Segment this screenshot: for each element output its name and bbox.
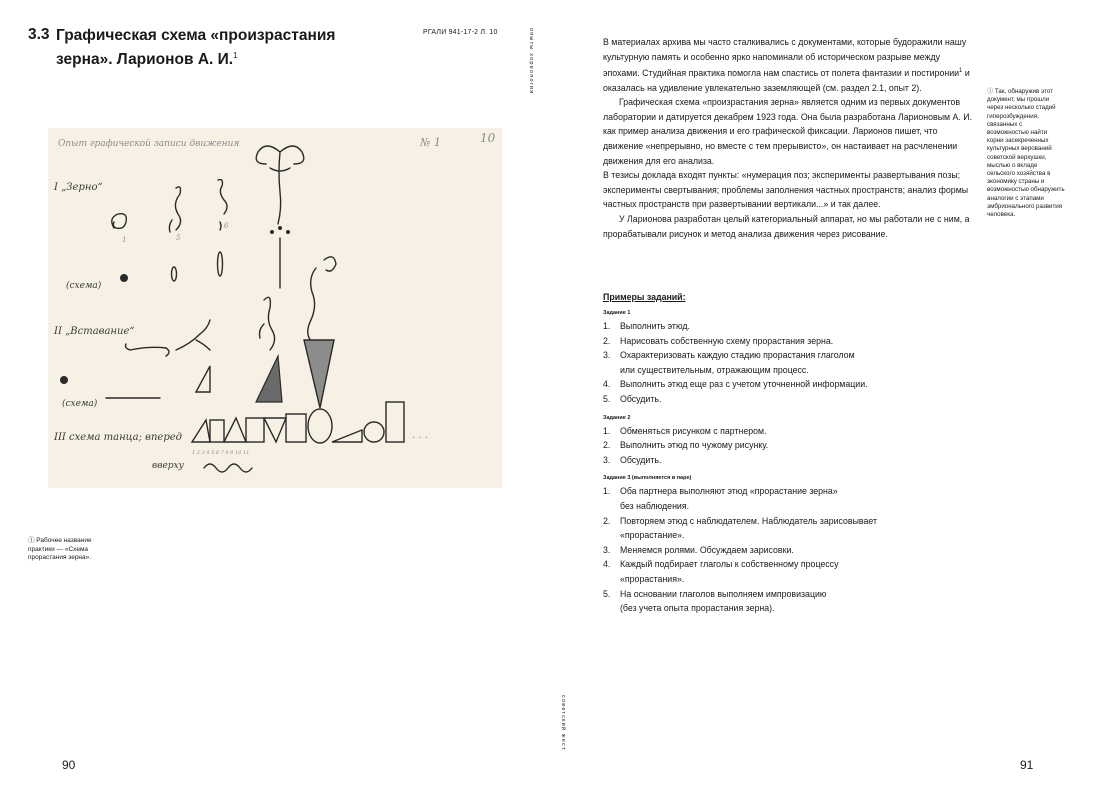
label-grain: I „Зерно“ (54, 182, 103, 193)
label-number-1: 1 (122, 236, 127, 244)
dance-scheme-shapes (192, 402, 428, 472)
paragraph-1 (603, 35, 975, 95)
list-item-text: Обсудить. (620, 454, 662, 465)
section-title-text: Графическая схема «произрастания зерна». Ларионов А. И. (56, 27, 336, 69)
page-number-right: 91 (1020, 758, 1034, 772)
list-item-text: Выполнить этюд. (620, 321, 690, 331)
list-item-text: Каждый подбирает глаголы к собственному процессу «прорастания». (620, 559, 839, 584)
list-item (603, 377, 975, 392)
svg-text:1 2 3 4 5 6 7 8: 1 2 3 4 5 6 7 8 9 10 11 (192, 450, 250, 456)
list-item (603, 334, 975, 349)
list-item (603, 438, 975, 453)
list-item-text: Меняемся ролями. Обсуждаем зарисовки. (620, 544, 794, 555)
archival-drawing (48, 128, 502, 488)
scheme-1-shapes (121, 238, 281, 288)
list-item-text: Оба партнера выполняют этюд «прорастание зерна» без наблюдения. (620, 486, 838, 511)
drawing-sheet-number: № 1 (420, 136, 441, 149)
body-text (603, 35, 975, 241)
list-item-number: 2. (603, 440, 611, 451)
list-item (603, 557, 975, 586)
task-list (603, 292, 975, 616)
list-item (603, 484, 975, 513)
list-item-text: Нарисовать собственную схему прорастания зерна. (620, 335, 834, 346)
list-item-number: 1. (603, 486, 611, 497)
list-item-number: 3. (603, 350, 611, 361)
list-item-number: 4. (603, 559, 611, 570)
list-item-number: 5. (603, 393, 611, 404)
svg-text:. . .: . . . (412, 430, 428, 441)
list-item-text: Выполнить этюд по чужому рисунку. (620, 440, 769, 451)
label-number-5: 5 (176, 234, 181, 242)
label-scheme-1: (схема) (66, 281, 102, 291)
list-item-number: 1. (603, 321, 611, 331)
list-item-text: Обменяться рисунком с партнером. (620, 425, 767, 436)
figure-caption: Ⓘ Рабочее название практики — «Схема прорастания зерна». (28, 537, 92, 561)
list-item-text: Обсудить. (620, 393, 662, 404)
footnote-mark: 1 (959, 68, 963, 75)
label-dance: III схема танца; вперед (54, 432, 182, 443)
paragraph-3: В тезисы доклада входят пункты: «нумерация поз; эксперименты развертывания позы; эксперименты свертывания; проблемы заполнения частных пространств; анализ формы частных пространств при развертывании вертикали...» и так далее. (603, 170, 969, 210)
list-item-text: Повторяем этюд с наблюдателем. Наблюдатель зарисовывает «прорастание». (620, 515, 878, 541)
list-item-text: Охарактеризовать каждую стадию прорастания глаголом или существительным, отражающим процесс. (620, 350, 855, 375)
grain-figures (112, 146, 304, 234)
label-number-6: 6 (224, 222, 229, 230)
list-item (603, 453, 975, 468)
paragraph-4: У Ларионова разработан целый категориальный аппарат, но мы работали не с ним, а прорабатывали рисунок и метод анализа движения через рисование. (603, 214, 970, 239)
page-number-left: 90 (62, 758, 76, 772)
title-footnote-mark: 1 (233, 51, 238, 60)
label-growth: II „Вставание“ (54, 326, 135, 337)
list-item-number: 2. (603, 515, 611, 526)
label-up: вверху (152, 461, 184, 471)
tasks-heading: Примеры заданий: (603, 292, 686, 302)
task-block-title: Задание 2 (603, 414, 631, 421)
archive-reference: РГАЛИ 941-17-2 Л. 10 (423, 29, 498, 36)
list-item-number: 1. (603, 425, 611, 436)
paragraph-1-text: В материалах архива мы часто сталкивались с документами, которые будоражили нашу культурную память и особенно ярко напоминали об историческом разрыве между эпохами. Студийная практика помогла нам спастись от полета фантазии и постиронии (603, 37, 967, 79)
margin-note: Ⓘ Так, обнаружив этот документ, мы прошли через несколько стадий гиперозбуждения, связанных с возможностью найти корни засекреченных культурных верований советской верхушки, мыслью о вкладе сельского хозяйства в экономику страны и возможностью обнаружить аналогии с этапами эмбрионального развития человека. (987, 88, 1065, 219)
list-item (603, 587, 975, 616)
list-item-text: Выполнить этюд еще раз с учетом уточненной информации. (620, 379, 868, 390)
list-item (603, 514, 975, 543)
list-item-number: 3. (603, 544, 611, 555)
paragraph-2: Графическая схема «произрастания зерна» является одним из первых документов лаборатории и датируется декабрем 1923 года. Она была разработана Ларионовым А. И. как пример анализа движения и его графической фиксации. Ларионов пишет, что движение «непрерывно, но вместе с тем прерывисто», он настаивает на расчленении движения для его анализа. (603, 97, 973, 166)
list-item (603, 424, 975, 439)
drawing-header-note: Опыт графической записи движения (58, 139, 240, 149)
list-item-number: 5. (603, 588, 611, 599)
scheme-2-shapes (61, 340, 335, 408)
task-block-title: Задание 1 (603, 310, 631, 316)
list-item-number: 3. (603, 454, 611, 465)
section-title (56, 26, 386, 70)
list-item-number: 2. (603, 335, 611, 346)
list-item (603, 543, 975, 558)
paragraph-1-end: и оказалась на удивление увлекательно заземляющей (см. раздел 2.1, опыт 2). (603, 68, 970, 93)
task-blocks (603, 310, 975, 616)
list-item-number: 4. (603, 379, 611, 390)
list-item (603, 319, 975, 334)
drawing-sheet-page: 10 (480, 131, 496, 145)
running-header-vertical: опыты хореологии (528, 28, 534, 95)
task-block-title: Задание 3 (выполняется в паре) (603, 475, 692, 482)
list-item (603, 392, 975, 407)
list-item-text: На основании глаголов выполняем импровизацию (без учета опыта прорастания зерна). (620, 588, 827, 614)
running-footer-vertical: советский жест (560, 695, 566, 751)
label-scheme-2: (схема) (62, 399, 98, 409)
section-number: 3.3 (28, 26, 50, 43)
list-item (603, 348, 975, 377)
